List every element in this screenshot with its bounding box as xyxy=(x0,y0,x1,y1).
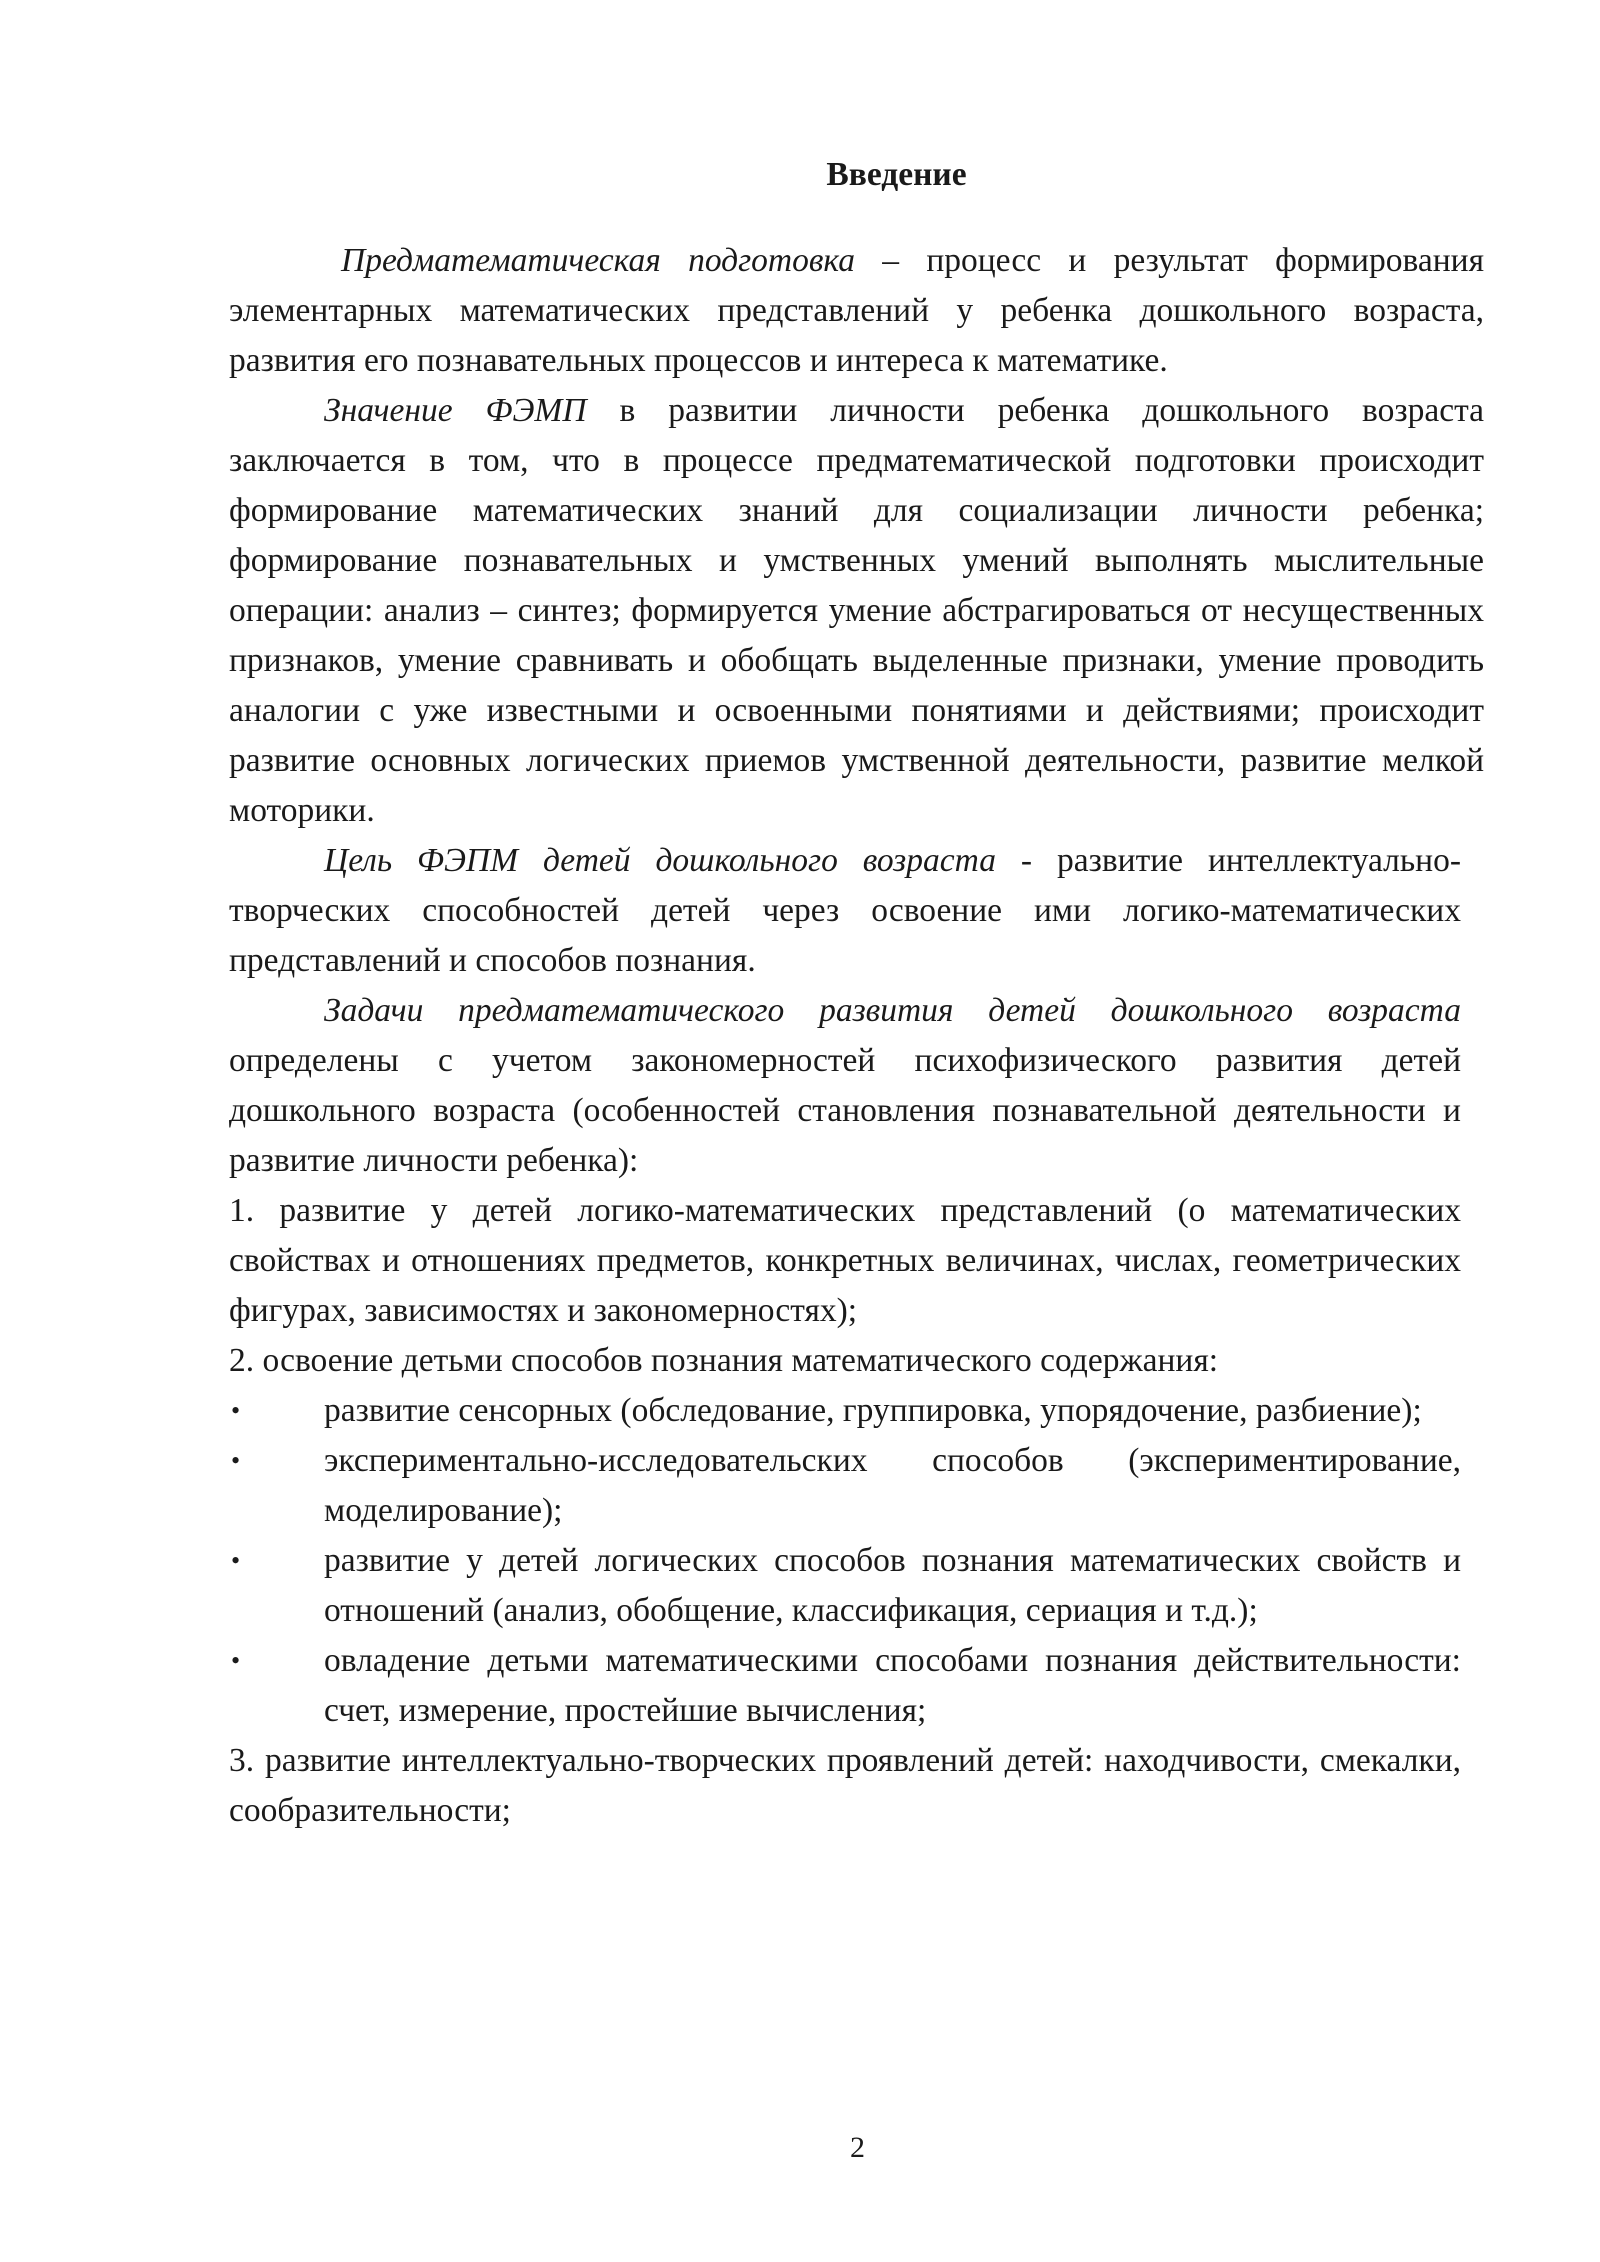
bullet-item-text: развитие сенсорных (обследование, группировка, упорядочение, разбиение); xyxy=(324,1392,1422,1429)
bullet-icon: • xyxy=(231,1546,241,1575)
bullet-item xyxy=(229,1636,1461,1736)
bullet-item xyxy=(229,1386,1461,1436)
paragraph-definition-text: – процесс и результат формирования элементарных математических представлений у ребенка дошкольного возраста, развития его познавательных процессов и интереса к математике. xyxy=(229,242,1484,379)
task-item-2: 2. освоение детьми способов познания математического содержания: xyxy=(229,1342,1219,1379)
page-title: Введение xyxy=(826,156,967,193)
bullet-list xyxy=(229,1386,1461,1736)
term-significance: Значение ФЭМП xyxy=(324,392,587,429)
term-goal: Цель ФЭПМ детей дошкольного возраста xyxy=(324,842,996,879)
bullet-icon: • xyxy=(231,1396,241,1425)
bullet-icon: • xyxy=(231,1446,241,1475)
bullet-icon: • xyxy=(231,1646,241,1675)
document-page xyxy=(229,150,1484,1836)
bullet-item xyxy=(229,1436,1461,1536)
page-number: 2 xyxy=(850,2131,865,2164)
paragraph-goal-text: - развитие интеллектуально-творческих способностей детей через освоение ими логико-математических представлений и способов познания. xyxy=(229,842,1461,979)
term-predmath: Предматематическая подготовка xyxy=(341,242,855,279)
bullet-item xyxy=(229,1536,1461,1636)
task-item-1: 1. развитие у детей логико-математических представлений (о математических свойствах и отношениях предметов, конкретных величинах, числах, геометрических фигурах, зависимостях и закономерностях); xyxy=(229,1192,1461,1329)
task-item-3: 3. развитие интеллектуально-творческих проявлений детей: находчивости, смекалки, сообразительности; xyxy=(229,1742,1461,1829)
paragraph-tasks-text: определены с учетом закономерностей психофизического развития детей дошкольного возраста (особенностей становления познавательной деятельности и развитие личности ребенка): xyxy=(229,1042,1461,1179)
bullet-item-text: развитие у детей логических способов познания математических свойств и отношений (анализ, обобщение, классификация, сериация и т.д.); xyxy=(324,1542,1461,1629)
paragraph-significance xyxy=(229,386,1484,836)
paragraph-goal xyxy=(229,836,1461,986)
paragraph-tasks xyxy=(229,986,1461,1186)
bullet-item-text: овладение детьми математическими способами познания действительности: счет, измерение, простейшие вычисления; xyxy=(324,1642,1461,1729)
term-tasks: Задачи предматематического развития детей дошкольного возраста xyxy=(324,992,1461,1029)
paragraph-significance-text: в развитии личности ребенка дошкольного возраста заключается в том, что в процессе предматематической подготовки происходит формирование математических знаний для социализации личности ребенка; формирование познавательных и умственных умений выполнять мыслительные операции: анализ – синтез; формируется умение абстрагироваться от несущественных признаков, умение сравнивать и обобщать выделенные признаки, умение проводить аналогии с уже известными и освоенными понятиями и действиями; происходит развитие основных логических приемов умственной деятельности, развитие мелкой моторики. xyxy=(229,392,1484,829)
paragraph-definition xyxy=(229,236,1484,386)
bullet-item-text: экспериментально-исследовательских способов (экспериментирование, моделирование); xyxy=(324,1442,1461,1529)
